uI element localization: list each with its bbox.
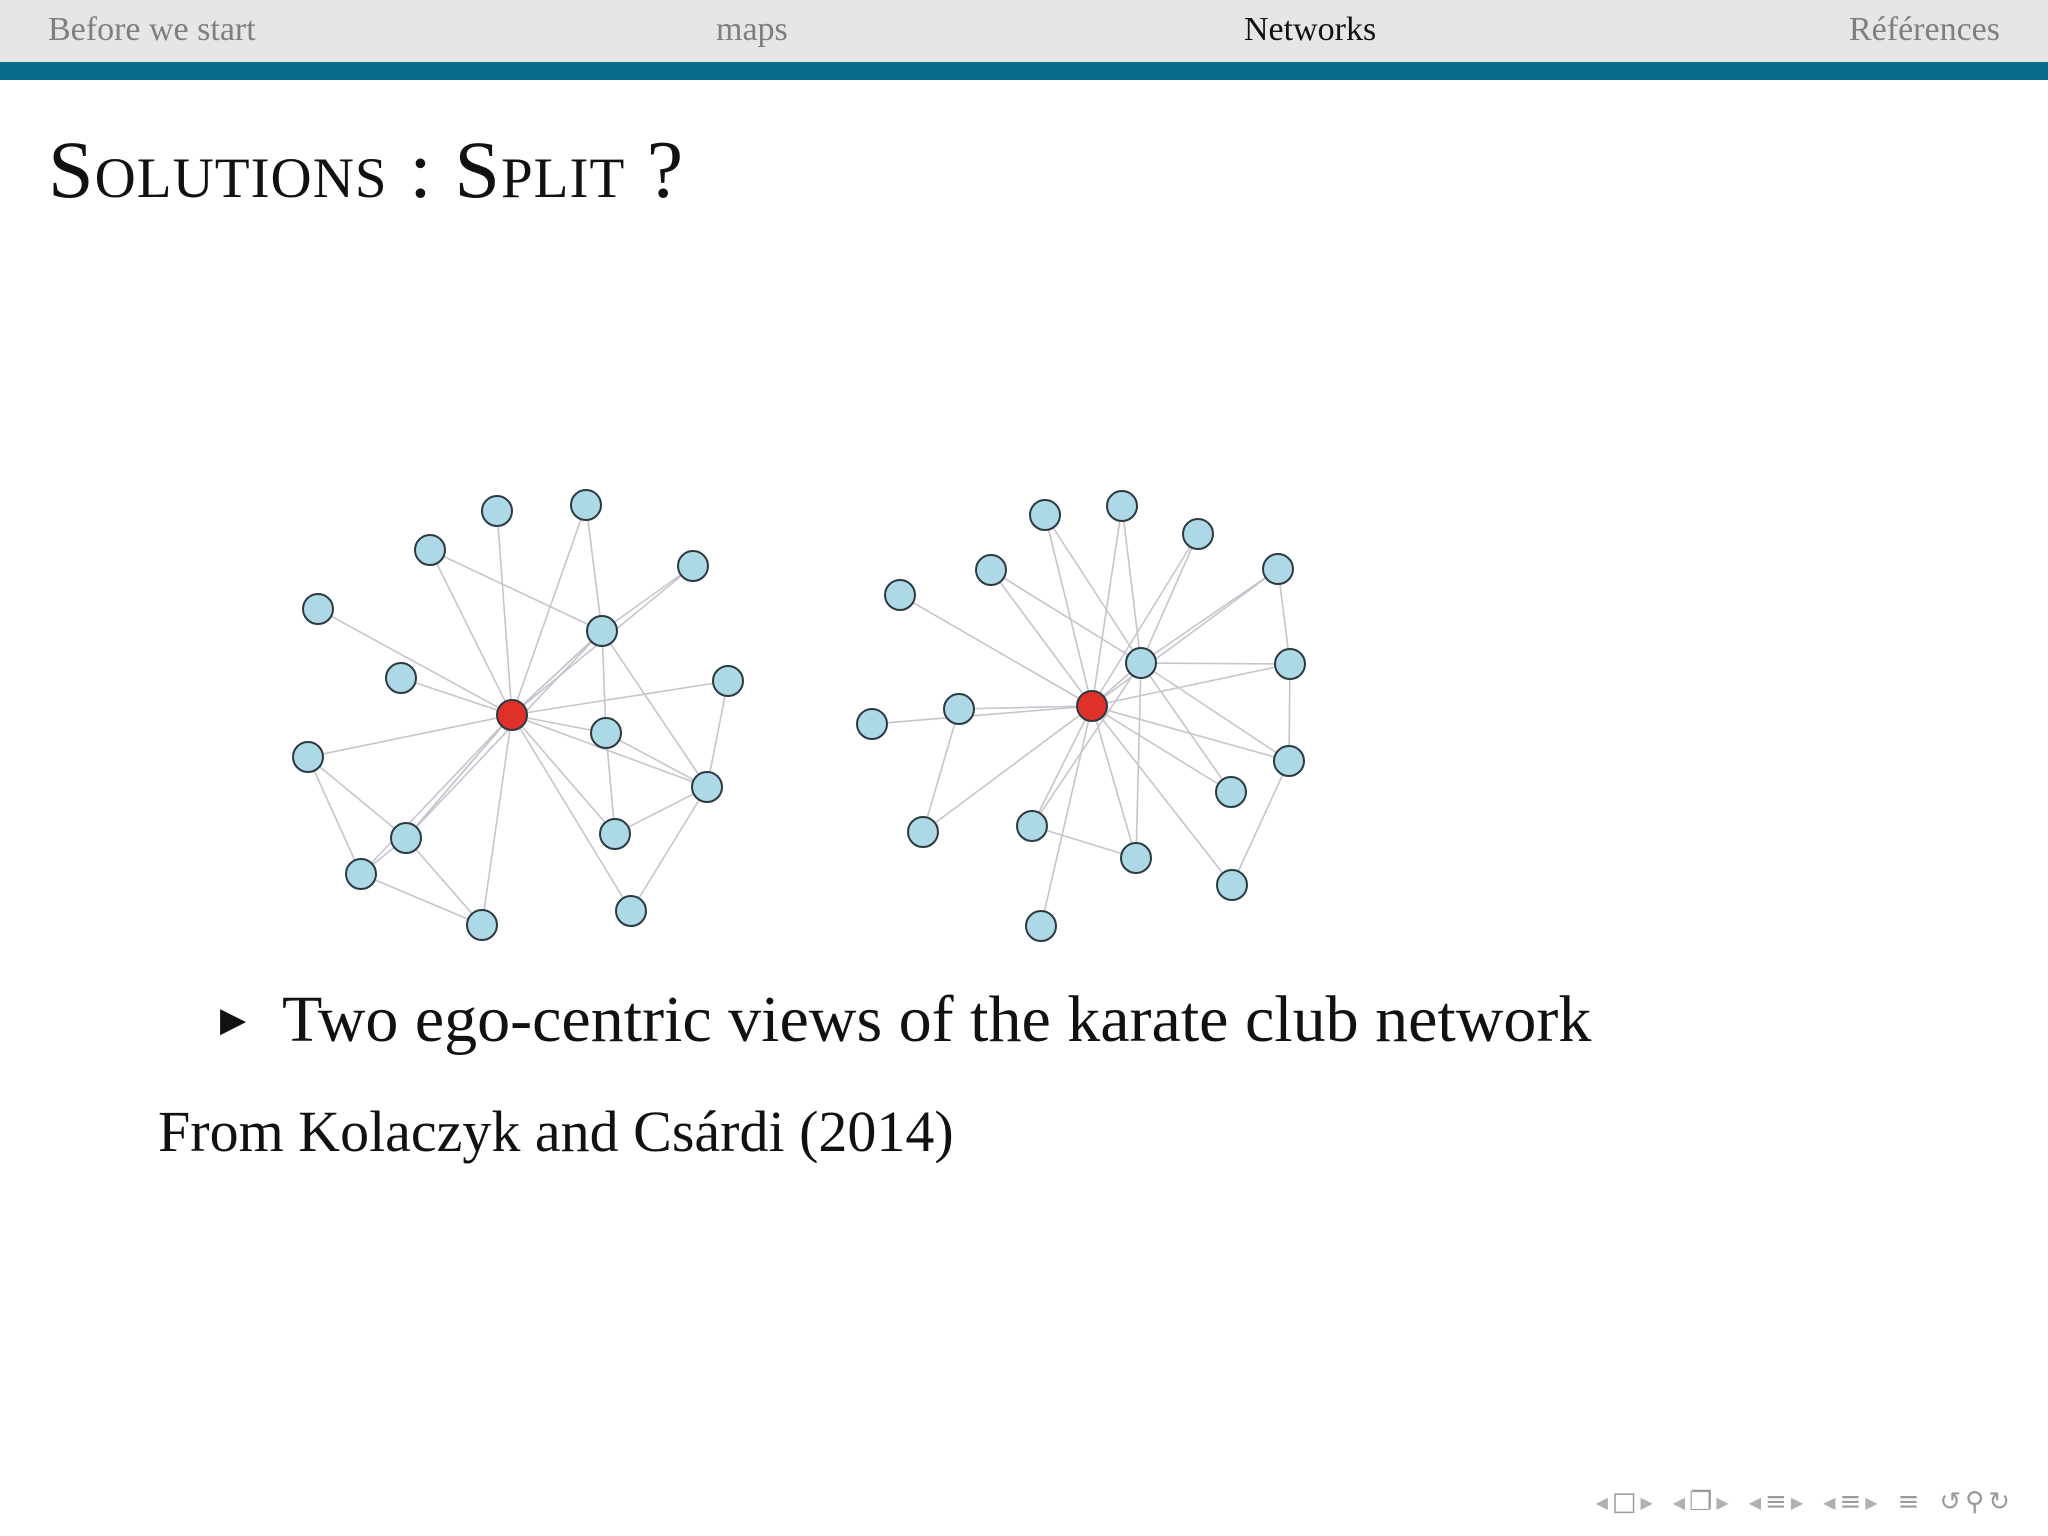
- right-node: [976, 555, 1006, 585]
- bullet-text: Two ego-centric views of the karate club network: [282, 983, 1592, 1056]
- left-edge: [602, 631, 707, 787]
- next-arrow-icon[interactable]: ▶: [1790, 1492, 1804, 1512]
- left-edge: [586, 505, 602, 631]
- prev-arrow-icon[interactable]: ◀: [1823, 1492, 1836, 1512]
- left-node: [692, 772, 722, 802]
- right-node: [1217, 870, 1247, 900]
- section-icon: ≡: [1839, 1487, 1862, 1517]
- right-node: [1183, 519, 1213, 549]
- left-edge: [497, 511, 512, 715]
- left-node: [571, 490, 601, 520]
- right-node: [908, 817, 938, 847]
- left-node: [713, 666, 743, 696]
- left-node: [591, 718, 621, 748]
- search-icon[interactable]: ⚲: [1965, 1487, 1985, 1517]
- right-node: [857, 709, 887, 739]
- left-node: [587, 616, 617, 646]
- prev-arrow-icon[interactable]: ◀: [1672, 1492, 1686, 1512]
- nav-before-we-start[interactable]: Before we start: [48, 11, 256, 48]
- left-ego-node: [497, 700, 527, 730]
- left-node: [391, 823, 421, 853]
- next-arrow-icon[interactable]: ▶: [1640, 1492, 1653, 1512]
- left-node: [346, 859, 376, 889]
- undo-icon[interactable]: ↺: [1939, 1487, 1962, 1517]
- right-edge: [1032, 663, 1141, 826]
- left-edge: [308, 757, 361, 874]
- toc-nav[interactable]: [1898, 1487, 1920, 1517]
- right-edge: [1141, 663, 1231, 792]
- right-edge: [1032, 706, 1092, 826]
- toc-icon[interactable]: ≡: [1897, 1487, 1920, 1517]
- right-edge: [923, 709, 959, 832]
- right-edge: [1141, 663, 1290, 664]
- left-node: [293, 742, 323, 772]
- prev-arrow-icon[interactable]: ◀: [1595, 1492, 1608, 1512]
- frame-nav[interactable]: [1673, 1487, 1729, 1517]
- right-node: [1263, 554, 1293, 584]
- left-edge: [318, 609, 512, 715]
- left-edge: [707, 681, 728, 787]
- right-ego-node: [1077, 691, 1107, 721]
- right-edge: [1032, 826, 1136, 858]
- left-node: [386, 663, 416, 693]
- left-edge: [430, 550, 602, 631]
- right-edge: [900, 595, 1092, 706]
- left-edge: [482, 715, 512, 925]
- right-edge: [1045, 515, 1092, 706]
- left-edge: [406, 838, 482, 925]
- prev-arrow-icon[interactable]: ◀: [1748, 1492, 1762, 1512]
- right-node: [1026, 911, 1056, 941]
- left-edge: [430, 550, 512, 715]
- left-node: [482, 496, 512, 526]
- next-arrow-icon[interactable]: ▶: [1865, 1492, 1878, 1512]
- slide-title: Solutions : Split ?: [48, 124, 685, 215]
- right-edge: [1092, 534, 1198, 706]
- left-ego-network: [293, 490, 743, 940]
- right-edge: [991, 570, 1141, 663]
- left-node: [678, 551, 708, 581]
- right-node: [1216, 777, 1246, 807]
- slide-icon: □: [1611, 1487, 1637, 1517]
- left-node: [600, 819, 630, 849]
- right-edge: [1092, 506, 1122, 706]
- left-edge: [308, 757, 406, 838]
- next-arrow-icon[interactable]: ▶: [1716, 1492, 1729, 1512]
- right-node: [1017, 811, 1047, 841]
- right-node: [1121, 843, 1151, 873]
- subsection-icon: ≡: [1765, 1487, 1787, 1517]
- left-edge: [512, 505, 586, 715]
- right-ego-network: [857, 491, 1305, 941]
- nav-networks[interactable]: Networks: [1244, 11, 1377, 48]
- right-node: [1275, 649, 1305, 679]
- right-edge: [991, 570, 1092, 706]
- section-nav[interactable]: [1823, 1487, 1877, 1517]
- left-node: [616, 896, 646, 926]
- tools-nav[interactable]: [1939, 1487, 2010, 1517]
- right-edge: [1136, 663, 1141, 858]
- bullet-item: [220, 980, 1591, 1060]
- frame-icon: ❐: [1689, 1487, 1713, 1517]
- right-edge: [1092, 569, 1278, 706]
- left-edge: [361, 874, 482, 925]
- redo-icon[interactable]: ↻: [1988, 1487, 2010, 1517]
- left-edge: [406, 631, 602, 838]
- right-node: [1274, 746, 1304, 776]
- bullet-triangle-icon: ▶: [220, 1000, 247, 1040]
- right-edge: [1141, 663, 1289, 761]
- left-edge: [606, 733, 707, 787]
- right-edge: [1045, 515, 1141, 663]
- right-edge: [1092, 706, 1232, 885]
- right-node: [1107, 491, 1137, 521]
- left-node: [467, 910, 497, 940]
- right-node: [1030, 500, 1060, 530]
- left-edge: [512, 681, 728, 715]
- source-citation: From Kolaczyk and Csárdi (2014): [158, 1099, 954, 1164]
- slide-nav[interactable]: [1596, 1487, 1653, 1517]
- beamer-navigation: [1596, 1482, 2024, 1522]
- right-node: [885, 580, 915, 610]
- left-node: [415, 535, 445, 565]
- left-edge: [361, 715, 512, 874]
- left-node: [303, 594, 333, 624]
- subsection-nav[interactable]: [1749, 1487, 1803, 1517]
- nav-references[interactable]: Références: [1848, 11, 2000, 48]
- right-node: [944, 694, 974, 724]
- right-node: [1126, 648, 1156, 678]
- nav-maps[interactable]: maps: [716, 11, 788, 48]
- left-edge: [602, 566, 693, 631]
- left-edge: [401, 678, 512, 715]
